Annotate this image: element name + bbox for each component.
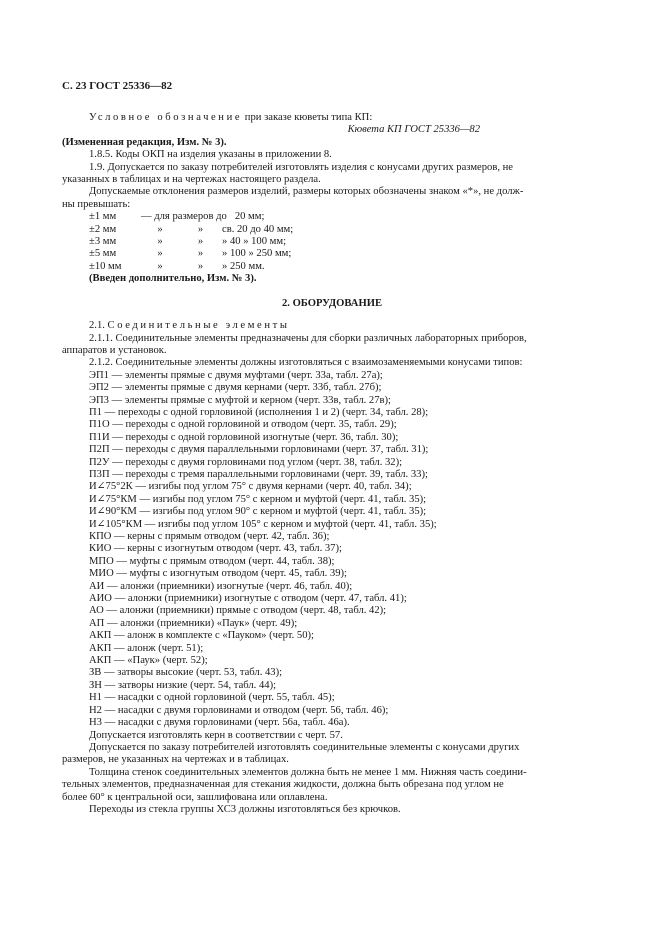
ditto-mark: » <box>157 236 163 248</box>
element-type-item: И∠90°КМ — изгибы под углом 90° с керном и муфтой (черт. 41, табл. 35); <box>89 506 427 518</box>
element-type-item: ЭП1 — элементы прямые с двумя муфтами (черт. 33а, табл. 27а); <box>89 369 383 381</box>
ditto-mark: » <box>157 260 163 272</box>
page-content <box>62 112 602 816</box>
tolerance-value: ±5 мм <box>89 248 117 260</box>
element-types-list <box>62 370 602 730</box>
subsection-number: 2.1. <box>89 320 105 332</box>
para-1-9-line-2: указанных в таблицах и на чертежах настоящего раздела. <box>62 174 321 186</box>
element-type-item: ЗВ — затворы высокие (черт. 53, табл. 43); <box>89 667 283 679</box>
element-type-item: И∠75°2К — изгибы под углом 75° с двумя кернами (черт. 40, табл. 34); <box>89 481 412 493</box>
element-type-item: АП — алонжи (приемники) «Паук» (черт. 49); <box>89 617 298 629</box>
designation-text: при заказе кюветы типа КП: <box>242 112 373 123</box>
tolerance-range: св. 20 до 40 мм; <box>222 223 294 235</box>
element-type-item: И∠75°КМ — изгибы под углом 75° с керном и муфтой (черт. 41, табл. 35); <box>89 493 427 505</box>
tolerance-range: 20 мм; <box>234 211 265 223</box>
element-type-item: ЗН — затворы низкие (черт. 54, табл. 44); <box>89 679 277 691</box>
designation-line <box>62 112 602 124</box>
tolerance-value: ±2 мм <box>89 223 117 235</box>
kern-note: Допускается изготовлять керн в соответствии с черт. 57. <box>89 729 343 741</box>
element-type-item: П1 — переходы с одной горловиной (исполнения 1 и 2) (черт. 34, табл. 28); <box>89 406 429 418</box>
tolerance-row <box>62 224 602 236</box>
element-type-item: МИО — муфты с изогнутым отводом (черт. 45, табл. 39); <box>89 568 347 580</box>
section-title: 2. ОБОРУДОВАНИЕ <box>281 297 383 309</box>
element-type-item: ЭП3 — элементы прямые с муфтой и керном (черт. 33в, табл. 27в); <box>89 394 392 406</box>
element-type-item: Н3 — насадки с двумя горловинами (черт. 56а, табл. 46а). <box>89 717 350 729</box>
wall-thickness-line-1: Толщина стенок соединительных элементов должна быть не менее 1 мм. Нижняя часть соедини- <box>89 766 527 778</box>
glass-note: Переходы из стекла группы ХС3 должны изготовляться без крючков. <box>89 803 401 815</box>
amendment-note-2: (Введен дополнительно, Изм. № 3). <box>89 273 257 285</box>
designation-example: Кювета КП ГОСТ 25336—82 <box>347 124 480 136</box>
page-header: С. 23 ГОСТ 25336—82 <box>62 80 173 92</box>
ditto-mark: » <box>157 248 163 260</box>
element-type-item: АО — алонжи (приемники) прямые с отводом (черт. 48, табл. 42); <box>89 605 387 617</box>
tolerance-range: » 100 » 250 мм; <box>222 248 292 260</box>
ditto-mark: » <box>157 223 163 235</box>
element-type-item: П1И — переходы с одной горловиной изогнутые (черт. 36, табл. 30); <box>89 431 399 443</box>
amendment-note-1: (Измененная редакция, Изм. № 3). <box>62 136 227 148</box>
ditto-mark: » <box>197 260 204 272</box>
tolerance-row <box>62 261 602 273</box>
deviation-line-2: ны превышать: <box>62 198 131 210</box>
tolerance-range-label: — для размеров до <box>141 211 227 223</box>
para-1-8-5: 1.8.5. Коды ОКП на изделия указаны в приложении 8. <box>89 149 332 161</box>
para-2-1-1-line-2: аппаратов и установок. <box>62 344 167 356</box>
tolerance-row <box>62 236 602 248</box>
element-type-item: АКП — алонж (черт. 51); <box>89 642 204 654</box>
element-type-item: П1О — переходы с одной горловиной и отводом (черт. 35, табл. 29); <box>89 419 397 431</box>
element-type-item: МПО — муфты с прямым отводом (черт. 44, табл. 38); <box>89 555 335 567</box>
tolerance-value: ±3 мм <box>89 236 117 248</box>
element-type-item: КИО — керны с изогнутым отводом (черт. 43, табл. 37); <box>89 543 342 555</box>
tolerance-list <box>62 211 602 273</box>
tolerance-range: » 40 » 100 мм; <box>222 236 287 248</box>
ditto-mark: » <box>197 223 204 235</box>
element-type-item: П2У — переходы с двумя горловинами под углом (черт. 38, табл. 32); <box>89 456 403 468</box>
element-type-item: И∠105°КМ — изгибы под углом 105° с керном и муфтой (черт. 41, табл. 35); <box>89 518 437 530</box>
element-type-item: АКП — алонж в комплекте с «Пауком» (черт. 50); <box>89 630 314 642</box>
element-type-item: П3П — переходы с тремя параллельными горловинами (черт. 39, табл. 33); <box>89 468 428 480</box>
element-type-item: КПО — керны с прямым отводом (черт. 42, табл. 36); <box>89 531 330 542</box>
element-type-item: Н2 — насадки с двумя горловинами и отводом (черт. 56, табл. 46); <box>89 704 389 716</box>
subsection-2-1 <box>62 320 602 332</box>
element-type-item: Н1 — насадки с одной горловиной (черт. 55, табл. 45); <box>89 692 335 704</box>
element-type-item: П2П — переходы с двумя параллельными горловинами (черт. 37, табл. 31); <box>89 444 429 456</box>
ditto-mark: » <box>197 236 204 248</box>
element-type-item: АИ — алонжи (приемники) изогнутые (черт. 46, табл. 40); <box>89 580 353 592</box>
para-2-1-2: 2.1.2. Соединительные элементы должны изготовляться с взаимозаменяемыми конусами типов: <box>89 357 523 369</box>
wall-thickness-line-3: более 60° к центральной оси, зашлифована или оплавлена. <box>62 791 328 803</box>
subsection-title: Соединительные элементы <box>107 320 290 332</box>
deviation-line-1: Допускаемые отклонения размеров изделий, размеры которых обозначены знаком «*», не долж- <box>89 186 524 198</box>
element-type-item: АКП — «Паук» (черт. 52); <box>89 655 208 667</box>
designation-label: Условное обозначение <box>89 112 243 123</box>
tolerance-row <box>62 248 602 260</box>
ditto-mark: » <box>197 248 204 260</box>
other-sizes-line-1: Допускается по заказу потребителей изготовлять соединительные элементы с конусами других <box>89 741 520 753</box>
tolerance-value: ±1 мм <box>89 211 117 223</box>
para-1-9-line-1: 1.9. Допускается по заказу потребителей изготовлять изделия с конусами других размеров, не <box>89 161 514 173</box>
wall-thickness-line-2: тельных элементов, предназначенная для стекания жидкости, должна быть обрезана под углом не <box>62 779 504 791</box>
element-type-item: АИО — алонжи (приемники) изогнутые с отводом (черт. 47, табл. 41); <box>89 593 407 605</box>
other-sizes-line-2: размеров, не указанных на чертежах и в таблицах. <box>62 754 289 766</box>
tolerance-row <box>62 211 602 223</box>
tolerance-range: » 250 мм. <box>222 260 265 272</box>
para-2-1-1-line-1: 2.1.1. Соединительные элементы предназначены для сборки различных лабораторных приборов, <box>89 332 527 344</box>
tolerance-value: ±10 мм <box>89 260 122 272</box>
element-type-item: ЭП2 — элементы прямые с двумя кернами (черт. 33б, табл. 27б); <box>89 382 382 394</box>
